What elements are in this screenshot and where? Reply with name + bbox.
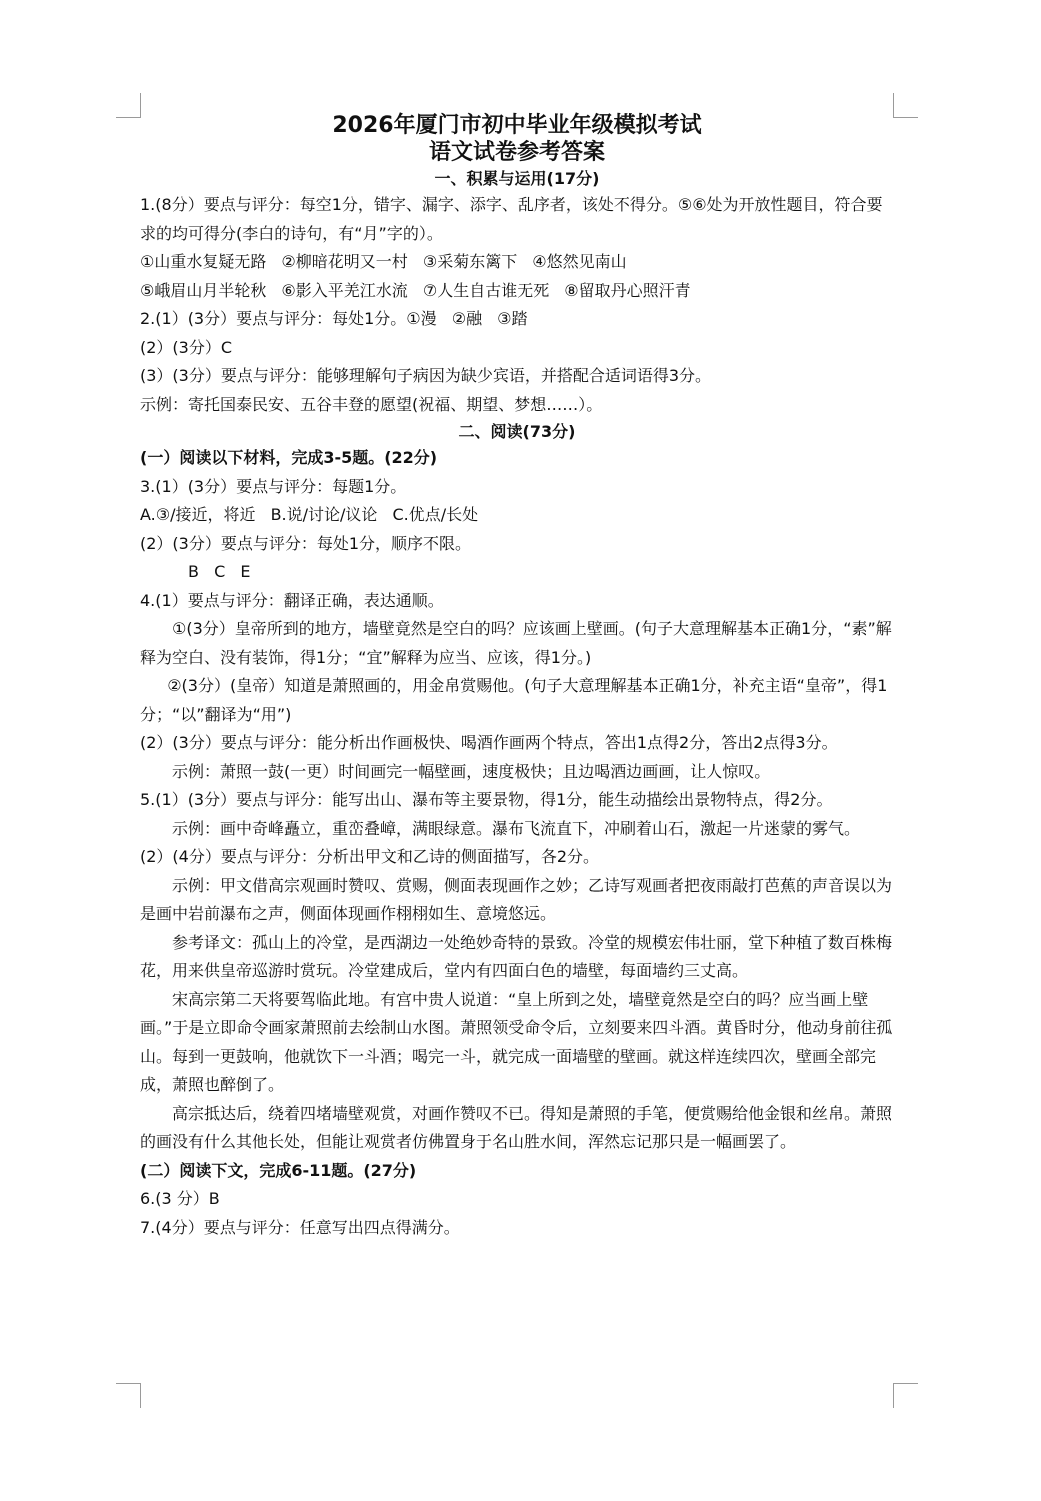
crop-mark-bottom-left <box>116 1383 141 1408</box>
q3-1-scoring: 3.(1）(3分）要点与评分：每题1分。 <box>140 476 407 496</box>
q1-answers-5-8: ⑤峨眉山月半轮秋 ⑥影入平羌江水流 ⑦人生自古谁无死 ⑧留取丹心照汗青 <box>140 280 691 300</box>
q4-1-translation-b: ②(3分）(皇帝）知道是萧照画的，用金帛赏赐他。(句子大意理解基本正确1分，补充主语“皇帝”，得1分；“以”翻译为“用”) <box>140 676 888 724</box>
crop-mark-bottom-right <box>893 1383 918 1408</box>
q5-1-example: 示例：画中奇峰矗立，重峦叠嶂，满眼绿意。瀑布飞流直下，冲刷着山石，激起一片迷蒙的雾气。 <box>172 818 861 838</box>
crop-mark-top-left <box>116 93 141 118</box>
q5-2-scoring: (2）(4分）要点与评分：分析出甲文和乙诗的侧面描写，各2分。 <box>140 847 600 866</box>
q2-2-answer: (2）(3分）C <box>140 337 233 357</box>
q3-2-answers: B C E <box>188 562 251 581</box>
document-subtitle: 语文试卷参考答案 <box>428 140 605 165</box>
q3-2-scoring: (2）(3分）要点与评分：每处1分，顺序不限。 <box>140 533 472 553</box>
document-title: 2026年厦门市初中毕业年级模拟考试 <box>332 113 702 138</box>
q4-1-scoring: 4.(1）要点与评分：翻译正确，表达通顺。 <box>140 590 444 610</box>
crop-mark-top-right <box>893 93 918 118</box>
reference-translation-2: 宋高宗第二天将要驾临此地。有宫中贵人说道：“皇上所到之处，墙壁竟然是空白的吗？应当画上壁画。”于是立即命令画家萧照前去绘制山水图。萧照领受命令后，立刻要来四斗酒。黄昏时分，他动身前往孤山。每到一更鼓响，他就饮下一斗酒；喝完一斗，就完成一面墙壁的壁画。就这样连续四次，壁画全部完成，萧照也醉倒了。 <box>140 989 893 1094</box>
q1-scoring: 1.(8分）要点与评分：每空1分，错字、漏字、添字、乱序者，该处不得分。⑤⑥处为开放性题目，符合要求的均可得分(李白的诗句，有“月”字的）。 <box>140 195 883 243</box>
q2-3-example: 示例：寄托国泰民安、五谷丰登的愿望(祝福、期望、梦想……）。 <box>140 394 603 414</box>
section-heading-accumulation: 一、积累与运用(17分) <box>434 169 600 188</box>
q3-1-answers: A.③/接近，将近 B.说/讨论/议论 C.优点/长处 <box>140 505 479 524</box>
part2-heading: (二）阅读下文，完成6-11题。(27分) <box>140 1160 417 1180</box>
q2-3-scoring: (3）(3分）要点与评分：能够理解句子病因为缺少宾语，并搭配合适词语得3分。 <box>140 366 712 385</box>
answer-sheet <box>140 112 894 1242</box>
q1-answers-1-4: ①山重水复疑无路 ②柳暗花明又一村 ③采菊东篱下 ④悠然见南山 <box>140 252 627 271</box>
section-heading-reading: 二、阅读(73分) <box>458 422 576 441</box>
q6-answer: 6.(3 分）B <box>140 1189 220 1208</box>
q4-2-example: 示例：萧照一鼓(一更）时间画完一幅壁画，速度极快；且边喝酒边画画，让人惊叹。 <box>172 761 771 781</box>
reference-translation-1: 参考译文：孤山上的冷堂，是西湖边一处绝妙奇特的景致。冷堂的规模宏伟壮丽，堂下种植了数百株梅花，用来供皇帝巡游时赏玩。冷堂建成后，堂内有四面白色的墙壁，每面墙约三丈高。 <box>140 932 893 980</box>
q5-2-example: 示例：甲文借高宗观画时赞叹、赏赐，侧面表现画作之妙；乙诗写观画者把夜雨敲打芭蕉的声音误以为是画中岩前瀑布之声，侧面体现画作栩栩如生、意境悠远。 <box>140 875 893 923</box>
q2-1-answer: 2.(1）(3分）要点与评分：每处1分。①漫 ②融 ③踏 <box>140 309 528 328</box>
q7-scoring: 7.(4分）要点与评分：任意写出四点得满分。 <box>140 1217 460 1237</box>
q4-1-translation-a: ①(3分）皇帝所到的地方，墙壁竟然是空白的吗？应该画上壁画。(句子大意理解基本正确1分，“素”解释为空白、没有装饰，得1分；“宜”解释为应当、应该，得1分。) <box>140 619 892 667</box>
q5-1-scoring: 5.(1）(3分）要点与评分：能写出山、瀑布等主要景物，得1分，能生动描绘出景物特点，得2分。 <box>140 790 833 809</box>
reference-translation-3: 高宗抵达后，绕着四堵墙壁观赏，对画作赞叹不已。得知是萧照的手笔，便赏赐给他金银和丝帛。萧照的画没有什么其他长处，但能让观赏者仿佛置身于名山胜水间，浑然忘记那只是一幅画罢了。 <box>140 1103 893 1151</box>
q4-2-scoring: (2）(3分）要点与评分：能分析出作画极快、喝酒作画两个特点，答出1点得2分，答出2点得3分。 <box>140 733 838 752</box>
part1-heading: (一）阅读以下材料，完成3-5题。(22分) <box>140 448 438 467</box>
